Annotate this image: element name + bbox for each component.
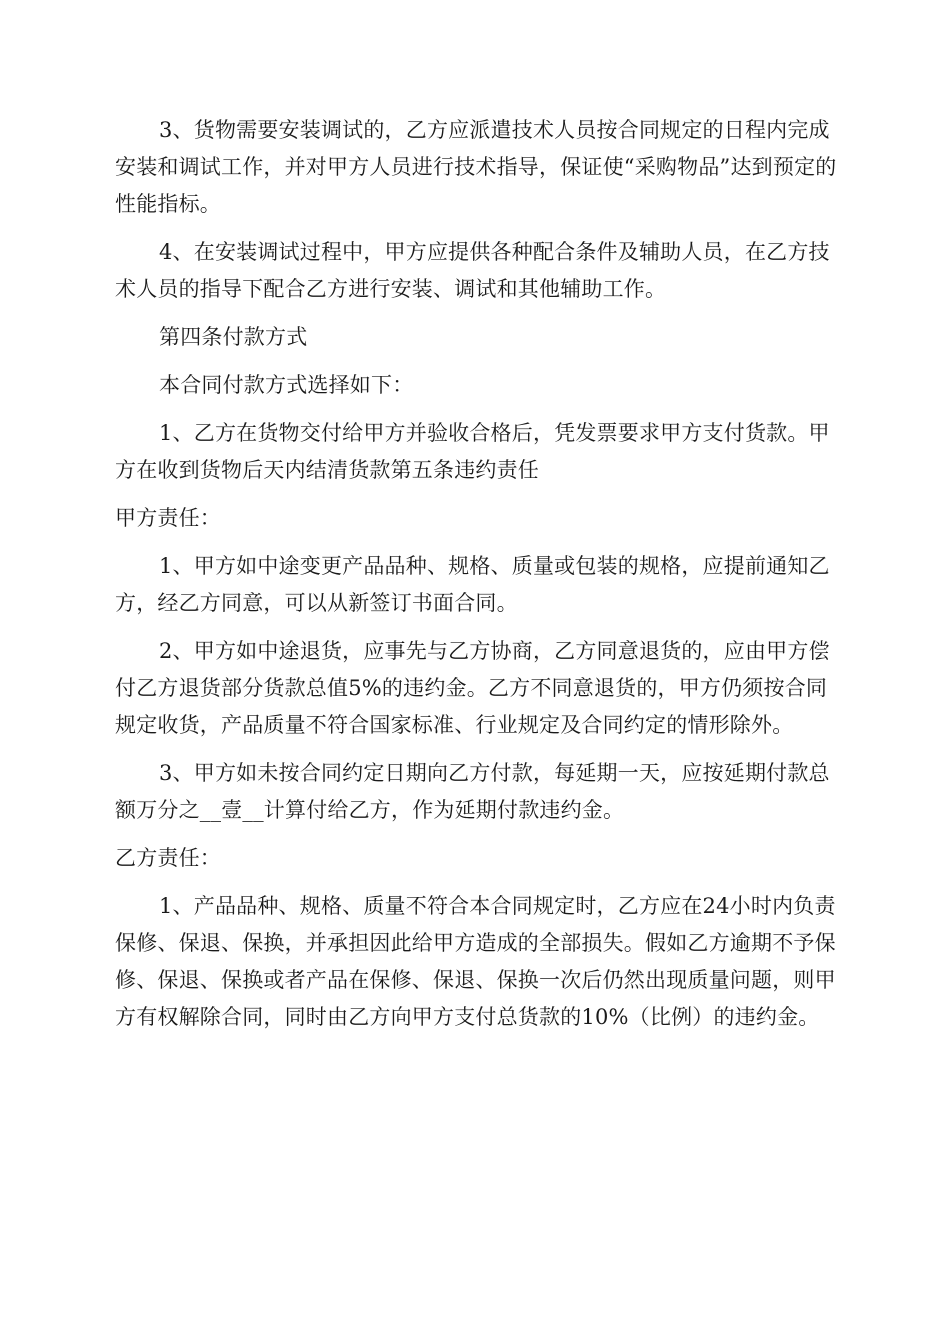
- party-a-clause-3: 3、甲方如未按合同约定日期向乙方付款，每延期一天，应按延期付款总额万分之__壹__计算付给乙方，作为延期付款违约金。: [115, 761, 830, 822]
- party-a-responsibility-heading: 甲方责任：: [115, 506, 221, 530]
- party-b-responsibility-heading: 乙方责任：: [115, 846, 221, 870]
- clause-installation-cooperation: 4、在安装调试过程中，甲方应提供各种配合条件及辅助人员，在乙方技术人员的指导下配合乙方进行安装、调试和其他辅助工作。: [115, 240, 830, 301]
- document-body: [115, 112, 837, 1036]
- section-heading-payment: 第四条付款方式: [159, 325, 308, 349]
- party-b-clause-1: 1、产品品种、规格、质量不符合本合同规定时，乙方应在24小时内负责保修、保退、保换，并承担因此给甲方造成的全部损失。假如乙方逾期不予保修、保退、保换或者产品在保修、保退、保换一次后仍然出现质量问题，则甲方有权解除合同，同时由乙方向甲方支付总货款的10%（比例）的违约金。: [115, 894, 836, 1029]
- party-a-clause-2: 2、甲方如中途退货，应事先与乙方协商，乙方同意退货的，应由甲方偿付乙方退货部分货款总值5%的违约金。乙方不同意退货的，甲方仍须按合同规定收货，产品质量不符合国家标准、行业规定及合同约定的情形除外。: [115, 639, 830, 737]
- clause-installation-debugging: 3、货物需要安装调试的，乙方应派遣技术人员按合同规定的日程内完成安装和调试工作，并对甲方人员进行技术指导，保证使“采购物品”达到预定的性能指标。: [115, 118, 837, 216]
- party-a-clause-1: 1、甲方如中途变更产品品种、规格、质量或包装的规格，应提前通知乙方，经乙方同意，可以从新签订书面合同。: [115, 554, 830, 615]
- payment-intro: 本合同付款方式选择如下：: [159, 373, 414, 397]
- clause-payment-terms: 1、乙方在货物交付给甲方并验收合格后，凭发票要求甲方支付货款。甲方在收到货物后天内结清货款第五条违约责任: [115, 421, 830, 482]
